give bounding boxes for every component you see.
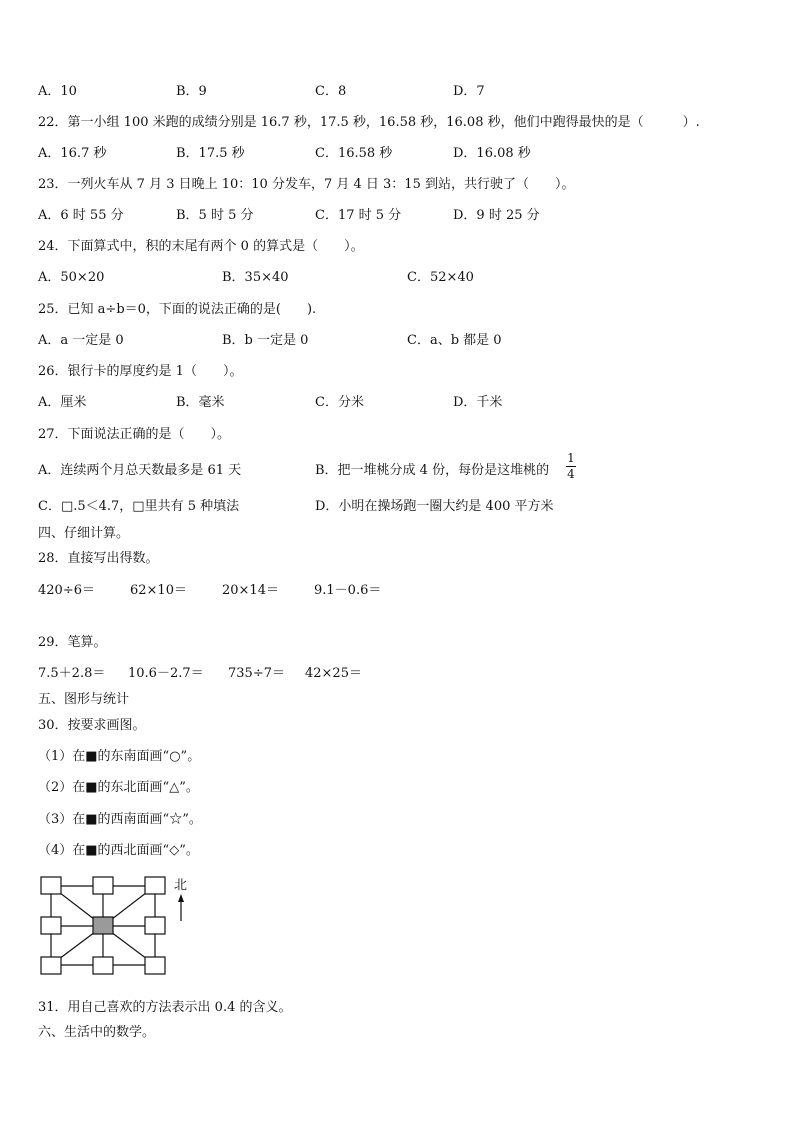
q28-item: 62×10＝ xyxy=(130,583,187,598)
q26-option-a: A．厘米 xyxy=(38,395,87,410)
section-6-heading: 六、生活中的数学。 xyxy=(38,1025,156,1040)
q29-item: 10.6－2.7＝ xyxy=(128,666,204,681)
q25-option-b: B．b 一定是 0 xyxy=(222,333,309,348)
q24-option-c: C．52×40 xyxy=(407,270,474,285)
section-4-heading: 四、仔细计算。 xyxy=(38,526,130,541)
box-southwest xyxy=(41,957,61,974)
q29-item: 7.5＋2.8＝ xyxy=(38,666,106,681)
q30-stem: 30．按要求画图。 xyxy=(38,718,146,733)
q26-stem: 26．银行卡的厚度约是 1（ ）。 xyxy=(38,364,243,379)
box-east xyxy=(145,917,165,934)
q27-stem: 27．下面说法正确的是（ ）。 xyxy=(38,427,231,442)
q26-option-d: D．千米 xyxy=(453,395,503,410)
q24-option-b: B．35×40 xyxy=(222,270,289,285)
fraction-numerator: 1 xyxy=(567,451,575,465)
q25-option-a: A．a 一定是 0 xyxy=(38,333,124,348)
q30-sub-1: （1）在■的东南面画“○”。 xyxy=(38,749,201,764)
q23-option-c: C．17 时 5 分 xyxy=(315,208,402,223)
q27-option-c: C．□.5＜4.7，□里共有 5 种填法 xyxy=(38,499,240,514)
q30-sub-4: （4）在■的西北面画“◇”。 xyxy=(38,843,199,858)
box-north xyxy=(93,877,113,894)
north-label: 北 xyxy=(174,878,188,893)
box-west xyxy=(41,917,61,934)
box-southeast xyxy=(145,957,165,974)
q23-option-a: A．6 时 55 分 xyxy=(38,208,124,223)
q31-stem: 31．用自己喜欢的方法表示出 0.4 的含义。 xyxy=(38,1000,292,1015)
q29-stem: 29．笔算。 xyxy=(38,635,107,650)
q28-stem: 28．直接写出得数。 xyxy=(38,551,159,566)
q23-option-b: B．5 时 5 分 xyxy=(176,208,254,223)
q28-item: 9.1－0.6＝ xyxy=(314,583,382,598)
box-northeast xyxy=(145,877,165,894)
q29-item: 735÷7＝ xyxy=(228,666,285,681)
q27-option-d: D．小明在操场跑一圈大约是 400 平方米 xyxy=(315,499,554,514)
q24-option-a: A．50×20 xyxy=(38,270,105,285)
fraction-denominator: 4 xyxy=(567,467,575,481)
q27-fraction xyxy=(566,452,576,481)
q26-option-b: B．毫米 xyxy=(176,395,225,410)
q27-option-b: B．把一堆桃分成 4 份，每份是这堆桃的 xyxy=(315,463,550,478)
q23-stem: 23．一列火车从 7 月 3 日晚上 10：10 分发车，7 月 4 日 3：15 到站，共行驶了（ ）。 xyxy=(38,177,575,192)
q30-sub-2: （2）在■的东北面画“△”。 xyxy=(38,780,199,795)
q28-item: 20×14＝ xyxy=(222,583,279,598)
q28-item: 420÷6＝ xyxy=(38,583,95,598)
q21-option-d: D．7 xyxy=(453,84,485,99)
q26-option-c: C．分米 xyxy=(315,395,364,410)
north-arrow-icon xyxy=(178,894,184,921)
q21-option-b: B．9 xyxy=(176,84,207,99)
direction-grid-figure xyxy=(38,873,198,979)
q30-sub-3: （3）在■的西南面画“☆”。 xyxy=(38,812,202,827)
q25-option-c: C．a、b 都是 0 xyxy=(407,333,502,348)
q22-option-b: B．17.5 秒 xyxy=(176,146,245,161)
q21-option-a: A．10 xyxy=(38,84,77,99)
box-northwest xyxy=(41,877,61,894)
q21-option-c: C．8 xyxy=(315,84,347,99)
q22-stem: 22．第一小组 100 米跑的成绩分别是 16.7 秒，17.5 秒，16.58 秒，16.08 秒，他们中跑得最快的是（ ）. xyxy=(38,115,700,130)
q23-option-d: D．9 时 25 分 xyxy=(453,208,540,223)
q27-option-a: A．连续两个月总天数最多是 61 天 xyxy=(38,463,242,478)
q22-option-c: C．16.58 秒 xyxy=(315,146,393,161)
q29-item: 42×25＝ xyxy=(305,666,362,681)
center-shaded-square xyxy=(93,917,113,934)
q24-stem: 24．下面算式中，积的末尾有两个 0 的算式是（ ）。 xyxy=(38,239,364,254)
q22-option-d: D．16.08 秒 xyxy=(453,146,531,161)
box-south xyxy=(93,957,113,974)
section-5-heading: 五、图形与统计 xyxy=(38,692,130,707)
q25-stem: 25．已知 a÷b＝0，下面的说法正确的是( ). xyxy=(38,302,317,317)
q22-option-a: A．16.7 秒 xyxy=(38,146,107,161)
